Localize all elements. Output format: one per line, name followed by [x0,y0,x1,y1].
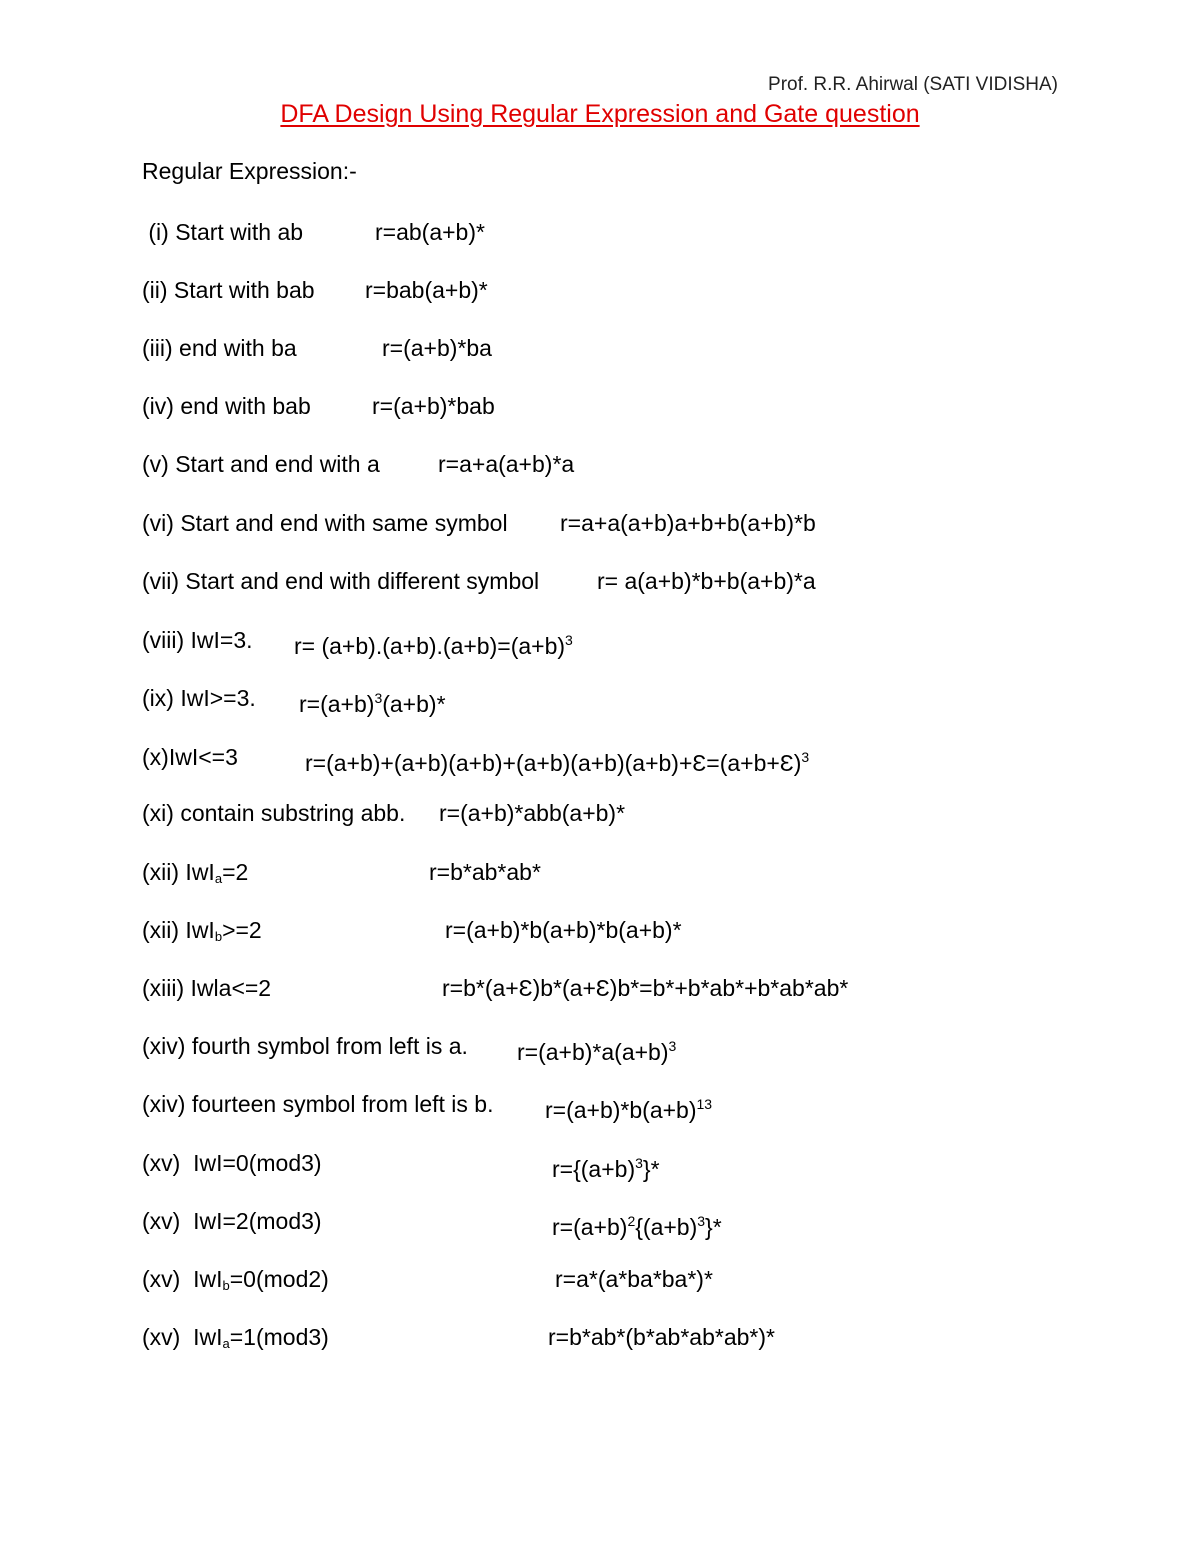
regex-item-label: (xiv) fourth symbol from left is a. [142,1033,468,1059]
regex-item-expression: $r=(a+b)^3(a+b)*$ [299,690,446,717]
regex-item-label: (xiv) fourteen symbol from left is b. [142,1091,494,1117]
regex-item-label: (ii) Start with bab [142,277,315,303]
regex-item-expression: $r=(a+b)*b(a+b)^{13}$ [545,1096,713,1123]
regex-item-expression: r=b*(a+Ɛ)b*(a+Ɛ)b*=b*+b*ab*+b*ab*ab* [442,975,849,1001]
regex-item-label: (v) Start and end with a [142,451,380,477]
regex-item-expression: r=(a+b)*ba [382,335,492,361]
regex-item-expression: $r= (a+b).(a+b).(a+b)=(a+b)^3$ [294,632,573,659]
regex-item-label: (xv) IwI$_b$=0(mod2) [142,1266,329,1293]
regex-item-label: (xii) IwI$_b$>=2 [142,917,262,944]
regex-item-label: (xiii) Iwla<=2 [142,975,272,1001]
regex-item-label: (xv) IwI$_a$=1(mod3) [142,1324,329,1351]
regex-item-label: (xii) IwI$_a$=2 [142,859,249,886]
regex-item-label: (i) Start with ab [142,219,304,245]
regex-item-expression: r=(a+b)*b(a+b)*b(a+b)* [445,917,682,943]
regex-item-label: (xi) contain substring abb. [142,800,406,826]
regex-item-expression: r=ab(a+b)* [375,219,485,245]
regex-item-expression: r=b*ab*(b*ab*ab*ab*)* [548,1324,775,1350]
regex-item-label: (iv) end with bab [142,393,311,419]
regex-item-expression: r=(a+b)*abb(a+b)* [439,800,626,826]
regex-item-label: (vi) Start and end with same symbol [142,510,508,536]
regex-item-label: (x)IwI<=3 [142,744,238,770]
regex-item-label: (xv) IwI=2(mod3) [142,1208,322,1234]
page-title: DFA Design Using Regular Expression and Gate question [280,100,920,128]
regex-item-label: (vii) Start and end with different symbol [142,568,540,594]
regex-item-label: (ix) IwI>=3. [142,685,256,711]
regex-item-expression: $r=(a+b)*a(a+b)^3$ [517,1038,677,1065]
regex-item-label: (iii) end with ba [142,335,297,361]
regex-item-expression: r=a+a(a+b)a+b+b(a+b)*b [560,510,816,536]
regex-item-expression: $r=(a+b)^2\{(a+b)^3\}*$ [552,1213,722,1240]
regex-item-expression: r=bab(a+b)* [365,277,488,303]
regex-item-label: (xv) IwI=0(mod3) [142,1150,322,1176]
author-credit: Prof. R.R. Ahirwal (SATI VIDISHA) [768,74,1058,95]
regex-item-expression: r=(a+b)+(a+b)(a+b)+(a+b)(a+b)(a+b)+Ɛ=(a+b+Ɛ)$^3$ [305,749,810,776]
regex-item-expression: r=(a+b)*bab [372,393,495,419]
regex-item-expression: r= a(a+b)*b+b(a+b)*a [597,568,816,594]
regex-item-expression: r=a+a(a+b)*a [438,451,575,477]
regex-item-expression: $r=\{(a+b)^3\}*$ [552,1155,660,1182]
regex-item-expression: r=a*(a*ba*ba*)* [555,1266,713,1292]
regex-item-label: (viii) IwI=3. [142,627,253,653]
section-heading: Regular Expression:- [142,158,357,184]
regex-item-expression: r=b*ab*ab* [429,859,541,885]
